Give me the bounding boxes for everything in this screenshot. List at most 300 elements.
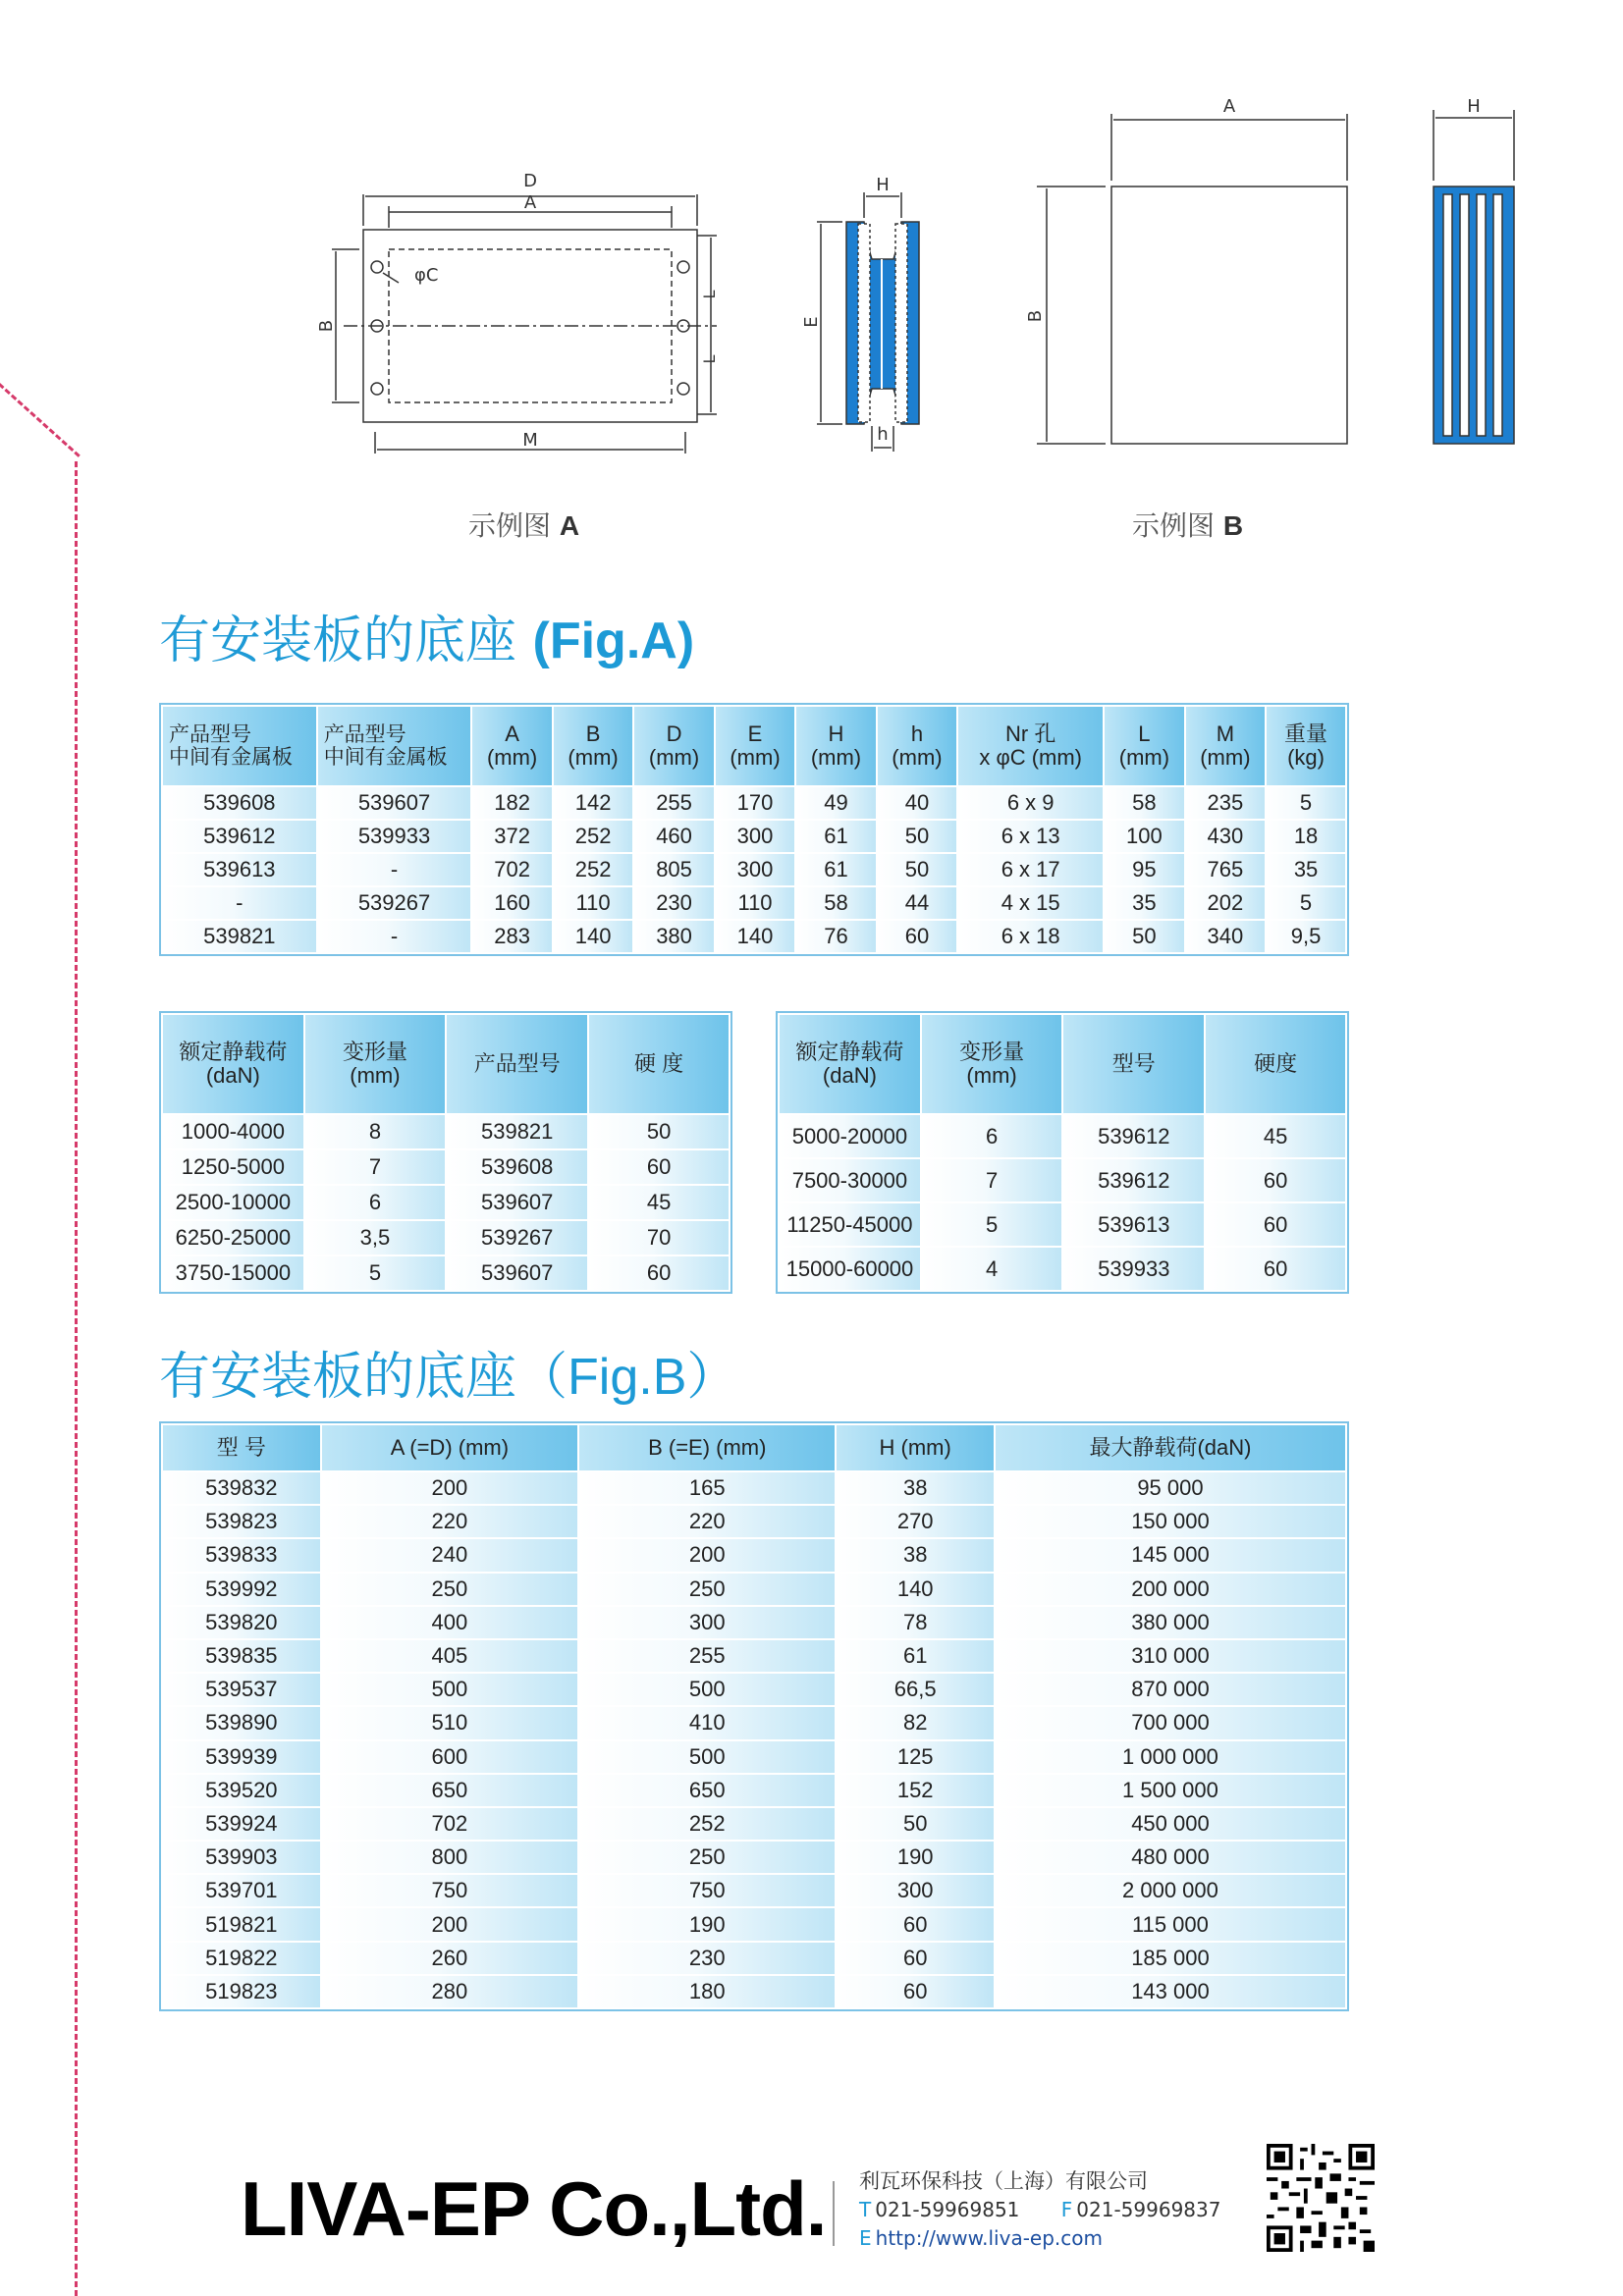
table-cell: 202 xyxy=(1185,886,1266,920)
table-cell: 5 xyxy=(1266,786,1346,820)
table-cell: - xyxy=(317,853,472,886)
dashed-trim-line xyxy=(75,461,78,2296)
table-cell: 6 xyxy=(921,1114,1062,1158)
table-cell: 150 000 xyxy=(995,1505,1346,1538)
column-header-line: (mm) xyxy=(810,745,862,770)
section-b-title-cn: 有安装板的底座（ xyxy=(159,1348,568,1407)
table-cell: 252 xyxy=(553,853,633,886)
table-cell: 539537 xyxy=(162,1673,321,1706)
table-cell: 539701 xyxy=(162,1874,321,1907)
table-row xyxy=(162,820,1346,853)
column-header-line: 中间有金属板 xyxy=(169,746,293,769)
table-row xyxy=(162,920,1346,953)
tel-key: T xyxy=(859,2198,872,2221)
fig-b-side-diagram xyxy=(1420,96,1518,450)
table-cell: 870 000 xyxy=(995,1673,1346,1706)
column-header-line: (daN) xyxy=(205,1063,260,1088)
table-cell: 6 x 17 xyxy=(957,853,1104,886)
table-cell: 4 xyxy=(921,1247,1062,1291)
section-a-title xyxy=(159,599,694,672)
footer-divider xyxy=(833,2181,835,2246)
table-cell: 140 xyxy=(553,920,633,953)
table-cell: 50 xyxy=(1104,920,1184,953)
column-header xyxy=(633,706,714,786)
table-cell: 82 xyxy=(836,1706,994,1739)
table-cell: 519821 xyxy=(162,1907,321,1941)
column-header xyxy=(317,706,472,786)
table-cell: 539820 xyxy=(162,1606,321,1639)
table-cell: 5000-20000 xyxy=(779,1114,921,1158)
table-cell: 1 500 000 xyxy=(995,1774,1346,1807)
table-cell: 300 xyxy=(836,1874,994,1907)
company-logo-text: LIVA-EP Co.,Ltd. xyxy=(241,2165,827,2252)
dim-d-label: D xyxy=(523,171,537,191)
fax-key: F xyxy=(1060,2198,1073,2221)
table-cell: 220 xyxy=(321,1505,578,1538)
table-cell: 255 xyxy=(633,786,714,820)
table-row xyxy=(162,1740,1346,1774)
table-cell: 6 xyxy=(304,1185,446,1220)
table-cell: 35 xyxy=(1266,853,1346,886)
table-cell: 500 xyxy=(578,1740,836,1774)
table-cell: 145 000 xyxy=(995,1538,1346,1572)
table-cell: 450 000 xyxy=(995,1807,1346,1841)
column-header xyxy=(588,1014,730,1114)
table-cell: 539608 xyxy=(162,786,317,820)
column-header-line: x φC (mm) xyxy=(979,745,1083,770)
dim-m-label: M xyxy=(522,430,538,451)
table-cell: 95 xyxy=(1104,853,1184,886)
table-row xyxy=(162,1907,1346,1941)
dim-c-label: φC xyxy=(414,265,439,286)
table-cell: 44 xyxy=(877,886,957,920)
column-header xyxy=(795,706,876,786)
table-cell: 235 xyxy=(1185,786,1266,820)
table-cell: 539267 xyxy=(317,886,472,920)
table-cell: 405 xyxy=(321,1639,578,1673)
table-cell: 61 xyxy=(836,1639,994,1673)
table-cell: 539933 xyxy=(317,820,472,853)
table-cell: 400 xyxy=(321,1606,578,1639)
column-header-line: 产品型号 xyxy=(323,722,406,746)
table-row xyxy=(162,1185,730,1220)
table-cell: 250 xyxy=(578,1841,836,1874)
table-row xyxy=(162,1114,730,1149)
section-a-title-en: (Fig.A) xyxy=(532,613,695,669)
table-cell: 58 xyxy=(1104,786,1184,820)
table-cell: 260 xyxy=(321,1942,578,1975)
table-row xyxy=(162,1255,730,1291)
table-cell: 95 000 xyxy=(995,1471,1346,1505)
table-cell: 50 xyxy=(877,853,957,886)
table-row xyxy=(162,1706,1346,1739)
fig-b-front-diagram xyxy=(1017,96,1351,450)
company-name-cn: 利瓦环保科技（上海）有限公司 xyxy=(859,2169,1148,2193)
column-header xyxy=(957,706,1104,786)
table-cell: 460 xyxy=(633,820,714,853)
column-header-line: 产品型号 xyxy=(473,1050,561,1076)
table-cell: 539608 xyxy=(446,1149,588,1185)
fig-b-spec-table xyxy=(161,1423,1347,2009)
section-a-title-cn: 有安装板的底座 xyxy=(159,612,533,670)
table-cell: 519822 xyxy=(162,1942,321,1975)
table-cell: 300 xyxy=(715,820,795,853)
table-cell: 143 000 xyxy=(995,1975,1346,2008)
column-header: H (mm) xyxy=(836,1424,994,1471)
table-cell: 500 xyxy=(321,1673,578,1706)
dim-h-label: H xyxy=(876,175,890,195)
table-cell: 100 xyxy=(1104,820,1184,853)
column-header-line: 变形量 xyxy=(342,1039,407,1064)
table-cell: 702 xyxy=(321,1807,578,1841)
table-cell: 6250-25000 xyxy=(162,1220,304,1255)
column-header xyxy=(1062,1014,1205,1114)
column-header-line: 变形量 xyxy=(959,1039,1025,1064)
column-header-line: A xyxy=(505,721,519,746)
table-cell: 800 xyxy=(321,1841,578,1874)
table-cell: 125 xyxy=(836,1740,994,1774)
table-cell: 6 x 18 xyxy=(957,920,1104,953)
column-header-line: (kg) xyxy=(1287,745,1325,770)
table-cell: 142 xyxy=(553,786,633,820)
table-cell: 160 xyxy=(471,886,552,920)
caption-fig-a-prefix: 示例图 xyxy=(468,509,552,542)
table-cell: 230 xyxy=(578,1942,836,1975)
table-cell: 49 xyxy=(795,786,876,820)
table-cell: 5 xyxy=(921,1202,1062,1247)
fig-a-plan-diagram xyxy=(304,167,717,461)
caption-fig-a xyxy=(468,505,579,544)
column-header xyxy=(779,1014,921,1114)
table-row xyxy=(162,1673,1346,1706)
table-cell: 140 xyxy=(836,1573,994,1606)
table-cell: 35 xyxy=(1104,886,1184,920)
table-cell: 3,5 xyxy=(304,1220,446,1255)
column-header xyxy=(304,1014,446,1114)
column-header-line: E xyxy=(747,721,763,746)
table-cell: 519823 xyxy=(162,1975,321,2008)
load-table-left xyxy=(161,1013,730,1292)
table-cell: 500 xyxy=(578,1673,836,1706)
column-header-line: (mm) xyxy=(730,745,781,770)
contact-web-row xyxy=(859,2224,1220,2253)
column-header xyxy=(1185,706,1266,786)
table-cell: 115 000 xyxy=(995,1907,1346,1941)
column-header-line: (mm) xyxy=(892,745,943,770)
table-row xyxy=(162,886,1346,920)
table-cell: 539267 xyxy=(446,1220,588,1255)
table-cell: 110 xyxy=(553,886,633,920)
fax-value: 021-59969837 xyxy=(1076,2198,1221,2221)
table-row xyxy=(162,786,1346,820)
table-cell: 2500-10000 xyxy=(162,1185,304,1220)
table-cell: 152 xyxy=(836,1774,994,1807)
table-cell: 539821 xyxy=(446,1114,588,1149)
dim-a-label: A xyxy=(523,192,537,213)
table-cell: 70 xyxy=(588,1220,730,1255)
column-header-line: L xyxy=(1138,721,1151,746)
section-b-title-end: ） xyxy=(686,1348,738,1407)
fig-b-dim-b-label: B xyxy=(1025,309,1046,323)
column-header-line: (mm) xyxy=(648,745,700,770)
fig-b-dim-h-label: H xyxy=(1467,96,1481,117)
website-link[interactable]: http://www.liva-ep.com xyxy=(875,2226,1103,2250)
table-cell: 66,5 xyxy=(836,1673,994,1706)
table-row xyxy=(779,1158,1346,1202)
table-cell: 539613 xyxy=(162,853,317,886)
table-cell: 200 000 xyxy=(995,1573,1346,1606)
table-cell: 252 xyxy=(553,820,633,853)
table-row xyxy=(162,1841,1346,1874)
table-cell: 15000-60000 xyxy=(779,1247,921,1291)
table-cell: 61 xyxy=(795,853,876,886)
table-cell: 240 xyxy=(321,1538,578,1572)
table-cell: 539821 xyxy=(162,920,317,953)
table-cell: 140 xyxy=(715,920,795,953)
column-header-line: 产品型号 xyxy=(169,722,251,746)
table-cell: 60 xyxy=(877,920,957,953)
column-header-line: (mm) xyxy=(486,745,538,770)
table-cell: 255 xyxy=(578,1639,836,1673)
table-row xyxy=(779,1202,1346,1247)
column-header-line: h xyxy=(910,721,924,746)
table-cell: 750 xyxy=(321,1874,578,1907)
dim-l-label: L xyxy=(700,290,719,299)
table-cell: 539612 xyxy=(1062,1158,1205,1202)
table-cell: 9,5 xyxy=(1266,920,1346,953)
table-cell: 300 xyxy=(715,853,795,886)
table-cell: 539835 xyxy=(162,1639,321,1673)
table-cell: 6 x 9 xyxy=(957,786,1104,820)
table-cell: 18 xyxy=(1266,820,1346,853)
column-header xyxy=(1205,1014,1346,1114)
fig-a-spec-table xyxy=(161,705,1347,954)
table-cell: 750 xyxy=(578,1874,836,1907)
table-cell: 165 xyxy=(578,1471,836,1505)
column-header xyxy=(162,1014,304,1114)
column-header xyxy=(1104,706,1184,786)
column-header-line: 型号 xyxy=(1111,1050,1156,1076)
table-row xyxy=(162,1606,1346,1639)
column-header-line: Nr 孔 xyxy=(1005,721,1056,746)
dim-b-label: B xyxy=(316,319,337,333)
table-cell: 5 xyxy=(304,1255,446,1291)
table-cell: 7500-30000 xyxy=(779,1158,921,1202)
email-key: E xyxy=(859,2226,872,2250)
table-cell: 650 xyxy=(321,1774,578,1807)
table-row xyxy=(779,1247,1346,1291)
table-row xyxy=(162,1505,1346,1538)
table-cell: 6 x 13 xyxy=(957,820,1104,853)
table-row xyxy=(162,1774,1346,1807)
column-header xyxy=(921,1014,1062,1114)
table-row xyxy=(162,1149,730,1185)
table-cell: 539613 xyxy=(1062,1202,1205,1247)
column-header xyxy=(715,706,795,786)
table-row xyxy=(162,1220,730,1255)
dim-l-label-2: L xyxy=(700,354,719,364)
table-cell: 230 xyxy=(633,886,714,920)
table-cell: 60 xyxy=(1205,1247,1346,1291)
table-cell: 410 xyxy=(578,1706,836,1739)
table-cell: 60 xyxy=(836,1907,994,1941)
column-header xyxy=(446,1014,588,1114)
column-header-line: 硬 度 xyxy=(634,1050,684,1076)
table-cell: 539607 xyxy=(446,1185,588,1220)
column-header-line: D xyxy=(666,721,682,746)
column-header-line: B xyxy=(585,721,601,746)
column-header-line: 额定静载荷 xyxy=(179,1039,288,1064)
column-header: A (=D) (mm) xyxy=(321,1424,578,1471)
table-cell: 190 xyxy=(578,1907,836,1941)
table-cell: 250 xyxy=(578,1573,836,1606)
table-cell: 539612 xyxy=(1062,1114,1205,1158)
table-cell: 380 xyxy=(633,920,714,953)
table-cell: 480 000 xyxy=(995,1841,1346,1874)
column-header-line: (mm) xyxy=(966,1063,1017,1088)
table-cell: 300 xyxy=(578,1606,836,1639)
table-cell: 539607 xyxy=(446,1255,588,1291)
table-cell: 539933 xyxy=(1062,1247,1205,1291)
table-cell: 50 xyxy=(588,1114,730,1149)
caption-fig-b-letter: B xyxy=(1222,510,1244,541)
fig-a-side-diagram xyxy=(797,175,925,459)
table-cell: 45 xyxy=(588,1185,730,1220)
table-cell: 76 xyxy=(795,920,876,953)
table-cell: 805 xyxy=(633,853,714,886)
table-cell: 600 xyxy=(321,1740,578,1774)
table-cell: 270 xyxy=(836,1505,994,1538)
table-cell: 650 xyxy=(578,1774,836,1807)
section-b-title-en: Fig.B xyxy=(568,1349,687,1406)
table-cell: 60 xyxy=(836,1975,994,2008)
table-cell: 372 xyxy=(471,820,552,853)
table-row xyxy=(162,1471,1346,1505)
table-cell: 2 000 000 xyxy=(995,1874,1346,1907)
table-cell: 430 xyxy=(1185,820,1266,853)
column-header xyxy=(877,706,957,786)
table-row xyxy=(162,1807,1346,1841)
table-cell: 539607 xyxy=(317,786,472,820)
table-cell: 539612 xyxy=(162,820,317,853)
table-cell: 539903 xyxy=(162,1841,321,1874)
table-cell: 1250-5000 xyxy=(162,1149,304,1185)
table-cell: 765 xyxy=(1185,853,1266,886)
table-cell: 50 xyxy=(836,1807,994,1841)
table-cell: 539992 xyxy=(162,1573,321,1606)
table-cell: 283 xyxy=(471,920,552,953)
column-header xyxy=(1266,706,1346,786)
table-cell: 700 000 xyxy=(995,1706,1346,1739)
column-header-line: (mm) xyxy=(350,1063,401,1088)
table-cell: 200 xyxy=(321,1907,578,1941)
table-cell: 40 xyxy=(877,786,957,820)
column-header-line: M xyxy=(1216,721,1235,746)
table-cell: 170 xyxy=(715,786,795,820)
qr-code-icon xyxy=(1267,2144,1375,2252)
table-cell: 180 xyxy=(578,1975,836,2008)
table-cell: 702 xyxy=(471,853,552,886)
table-cell: 8 xyxy=(304,1114,446,1149)
column-header-line: (mm) xyxy=(568,745,619,770)
table-cell: 1000-4000 xyxy=(162,1114,304,1149)
table-cell: 380 000 xyxy=(995,1606,1346,1639)
caption-fig-b xyxy=(1132,505,1243,544)
contact-phone-row xyxy=(859,2196,1220,2224)
caption-fig-a-letter: A xyxy=(559,510,580,541)
table-cell: 220 xyxy=(578,1505,836,1538)
table-cell: 60 xyxy=(1205,1158,1346,1202)
table-cell: 539832 xyxy=(162,1471,321,1505)
tel-value: 021-59969851 xyxy=(875,2198,1020,2221)
table-cell: 200 xyxy=(321,1471,578,1505)
column-header-line: 硬度 xyxy=(1254,1050,1298,1076)
column-header: B (=E) (mm) xyxy=(578,1424,836,1471)
table-cell: 60 xyxy=(836,1942,994,1975)
table-cell: 3750-15000 xyxy=(162,1255,304,1291)
table-row xyxy=(162,853,1346,886)
table-cell: 60 xyxy=(1205,1202,1346,1247)
column-header: 最大静载荷(daN) xyxy=(995,1424,1346,1471)
dashed-trim-diagonal xyxy=(0,383,81,459)
table-cell: 539924 xyxy=(162,1807,321,1841)
table-cell: 200 xyxy=(578,1538,836,1572)
table-cell: 7 xyxy=(304,1149,446,1185)
table-cell: 45 xyxy=(1205,1114,1346,1158)
table-cell: 11250-45000 xyxy=(779,1202,921,1247)
table-cell: 5 xyxy=(1266,886,1346,920)
table-cell: 340 xyxy=(1185,920,1266,953)
column-header-line: (mm) xyxy=(1200,745,1251,770)
table-cell: 110 xyxy=(715,886,795,920)
table-cell: 60 xyxy=(588,1149,730,1185)
table-cell: 1 000 000 xyxy=(995,1740,1346,1774)
footer-contact xyxy=(859,2167,1220,2253)
table-row xyxy=(779,1114,1346,1158)
table-cell: 510 xyxy=(321,1706,578,1739)
table-row xyxy=(162,1874,1346,1907)
table-row xyxy=(162,1538,1346,1572)
dim-small-h-label: h xyxy=(877,424,889,445)
column-header-line: 额定静载荷 xyxy=(795,1039,904,1064)
table-cell: 38 xyxy=(836,1471,994,1505)
table-cell: 58 xyxy=(795,886,876,920)
dim-e-label: E xyxy=(801,316,822,328)
table-cell: 190 xyxy=(836,1841,994,1874)
column-header xyxy=(553,706,633,786)
caption-fig-b-prefix: 示例图 xyxy=(1132,509,1216,542)
table-cell: 182 xyxy=(471,786,552,820)
column-header-line: 中间有金属板 xyxy=(323,746,448,769)
table-cell: 185 000 xyxy=(995,1942,1346,1975)
table-row xyxy=(162,1942,1346,1975)
table-row xyxy=(162,1975,1346,2008)
table-cell: 539823 xyxy=(162,1505,321,1538)
column-header-line: H xyxy=(828,721,844,746)
table-cell: 539939 xyxy=(162,1740,321,1774)
table-cell: 310 000 xyxy=(995,1639,1346,1673)
table-cell: - xyxy=(317,920,472,953)
table-cell: 252 xyxy=(578,1807,836,1841)
table-cell: 7 xyxy=(921,1158,1062,1202)
section-b-title xyxy=(159,1335,737,1409)
table-cell: 539833 xyxy=(162,1538,321,1572)
table-cell: 50 xyxy=(877,820,957,853)
column-header-line: (daN) xyxy=(822,1063,877,1088)
column-header-line: 重量 xyxy=(1284,721,1328,746)
column-header-line: (mm) xyxy=(1118,745,1170,770)
table-cell: 38 xyxy=(836,1538,994,1572)
